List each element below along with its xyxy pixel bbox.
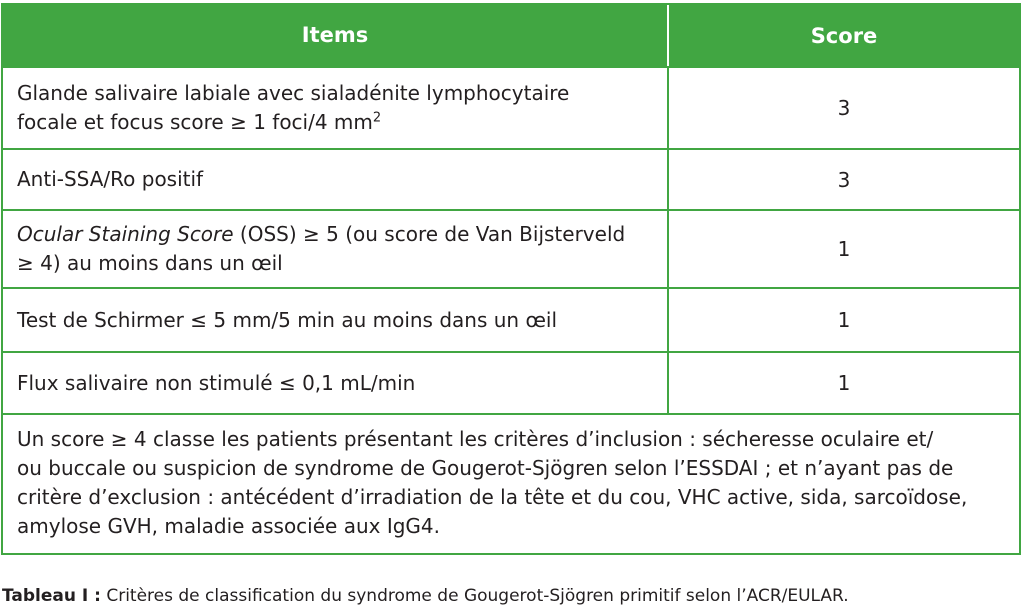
item-cell: Anti-SSA/Ro positif — [3, 150, 669, 209]
note-line-3: critère d’exclusion : antécédent d’irradiation de la tête et du cou, VHC active, sida, sarcoïdose, — [17, 485, 968, 509]
table-row — [3, 289, 1019, 353]
item-text-line2: focale et focus score ≥ 1 foci/4 mm — [17, 110, 373, 134]
criteria-table — [1, 3, 1021, 555]
table-caption — [2, 586, 849, 606]
score-cell: 1 — [837, 371, 851, 395]
item-text: (OSS) ≥ 5 (ou score de Van Bijsterveld — [233, 222, 626, 246]
item-cell — [3, 68, 669, 148]
score-cell: 3 — [837, 167, 851, 192]
item-text-line2: ≥ 4) au moins dans un œil — [17, 251, 283, 275]
item-italic: Ocular Staining Score — [17, 222, 234, 246]
caption-text: Critères de classification du syndrome de Gougerot-Sjögren primitif selon l’ACR/EULAR. — [100, 586, 849, 606]
score-cell: 3 — [837, 96, 851, 120]
superscript: 2 — [372, 110, 382, 126]
note-line-4: amylose GVH, maladie associée aux IgG4. — [17, 514, 440, 538]
table-row — [3, 150, 1019, 211]
item-cell: Test de Schirmer ≤ 5 mm/5 min au moins dans un œil — [3, 289, 669, 351]
note-line-2: ou buccale ou suspicion de syndrome de Gougerot-Sjögren selon l’ESSDAI ; et n’ayant pas de — [17, 456, 954, 480]
item-text: Glande salivaire labiale avec sialadénite lymphocytaire — [17, 81, 570, 105]
table-row — [3, 68, 1019, 150]
score-cell: 1 — [837, 308, 851, 332]
caption-label: Tableau I : — [2, 586, 101, 606]
table-row — [3, 211, 1019, 289]
note-line-1: Un score ≥ 4 classe les patients présentant les critères d’inclusion : sécheresse oculaire et/ — [17, 427, 934, 451]
header-score: Score — [810, 23, 878, 48]
table-row — [3, 353, 1019, 415]
table-header-row — [3, 5, 1019, 68]
item-cell — [3, 211, 669, 287]
score-cell: 1 — [837, 237, 851, 261]
header-items: Items — [3, 5, 669, 66]
table-note — [3, 415, 1019, 553]
item-cell: Flux salivaire non stimulé ≤ 0,1 mL/min — [3, 353, 669, 413]
